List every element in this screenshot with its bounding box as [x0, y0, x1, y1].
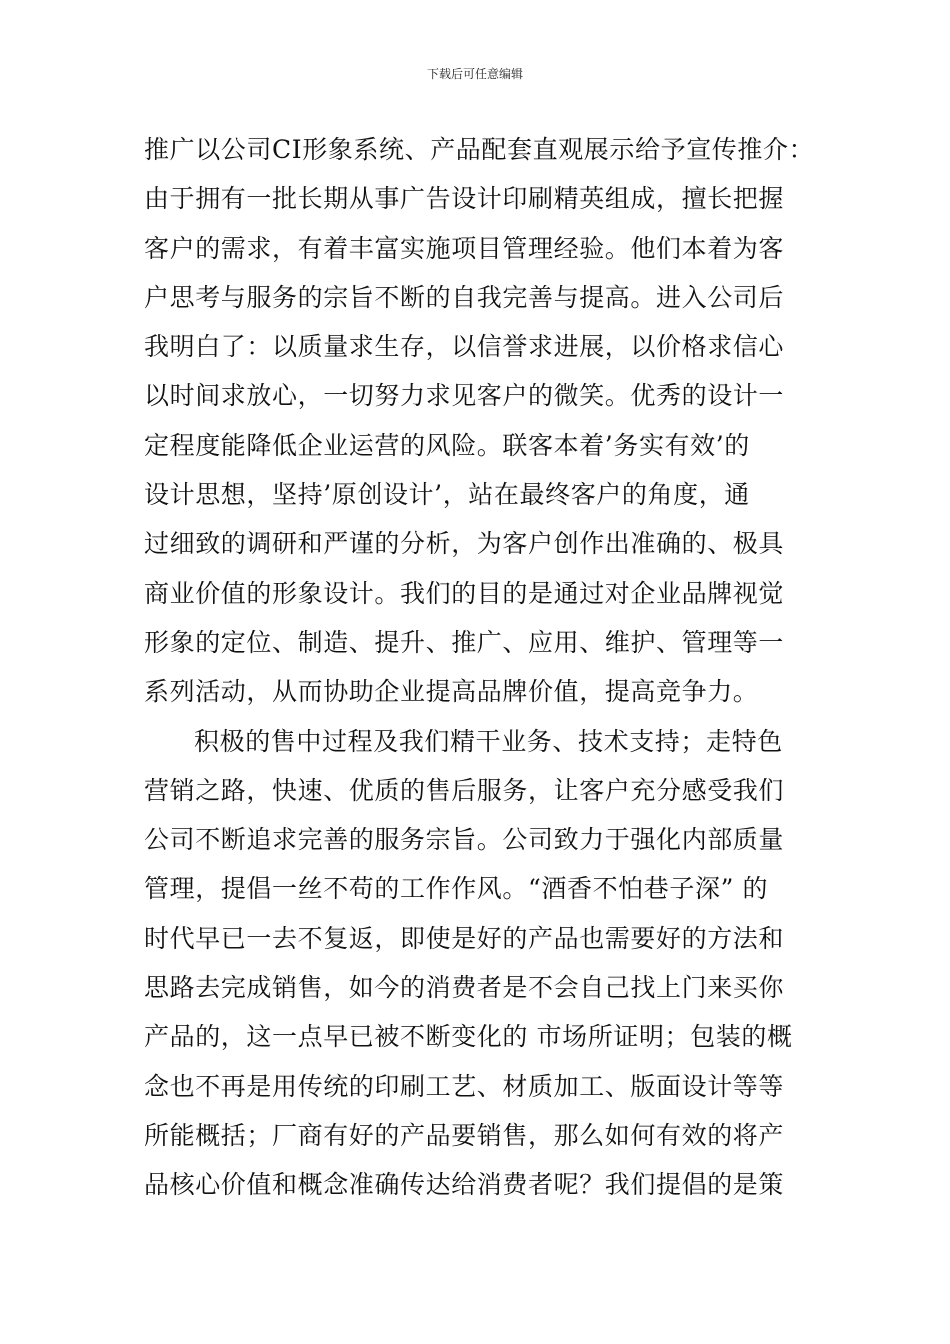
text-line: 产品的，这一点早已被不断变化的 市场所证明；包装的概	[144, 1022, 793, 1052]
text-line: 积极的售中过程及我们精干业务、技术支持；走特色	[194, 726, 783, 756]
paragraph-1	[144, 125, 824, 717]
document-body	[144, 125, 824, 1210]
text-line: 商业价值的形象设计。我们的目的是通过对企业品牌视觉	[144, 578, 785, 608]
text-line: 定程度能降低企业运营的风险。联客本着’务实有效’的	[144, 430, 750, 460]
text-line: 户思考与服务的宗旨不断的自我完善与提高。进入公司后	[144, 282, 785, 312]
text-line: 思路去完成销售，如今的消费者是不会自己找上门来买你	[144, 973, 785, 1003]
text-line: 形象的定位、制造、提升、推广、应用、维护、管理等一	[144, 627, 785, 657]
text-line: 管理，提倡一丝不苟的工作作风。“酒香不怕巷子深” 的	[144, 874, 769, 904]
text-line: 念也不再是用传统的印刷工艺、材质加工、版面设计等等	[144, 1071, 785, 1101]
text-line: 品核心价值和概念准确传达给消费者呢？我们提倡的是策	[144, 1170, 785, 1200]
text-line: 过细致的调研和严谨的分析，为客户创作出准确的、极具	[144, 529, 785, 559]
text-line: 公司不断追求完善的服务宗旨。公司致力于强化内部质量	[144, 825, 785, 855]
text-line: 系列活动，从而协助企业提高品牌价值，提高竞争力。	[144, 677, 759, 707]
text-line: 设计思想，坚持’原创设计’，站在最终客户的角度，通	[144, 480, 750, 510]
text-line: 所能概括；厂商有好的产品要销售，那么如何有效的将产	[144, 1120, 785, 1150]
text-line: 我明白了：以质量求生存，以信誉求进展，以价格求信心	[144, 332, 785, 362]
text-line: 时代早已一去不复返，即使是好的产品也需要好的方法和	[144, 923, 785, 953]
text-line: 由于拥有一批长期从事广告设计印刷精英组成，擅长把握	[144, 184, 785, 214]
text-line: 客户的需求，有着丰富实施项目管理经验。他们本着为客	[144, 233, 785, 263]
page-header: 下载后可任意编辑	[426, 67, 523, 81]
paragraph-2	[144, 717, 824, 1210]
text-line: 营销之路，快速、优质的售后服务，让客户充分感受我们	[144, 775, 785, 805]
text-line: 以时间求放心，一切努力求见客户的微笑。优秀的设计一	[144, 381, 785, 411]
text-line: 推广以公司CI形象系统、产品配套直观展示给予宣传推介：	[144, 135, 815, 164]
